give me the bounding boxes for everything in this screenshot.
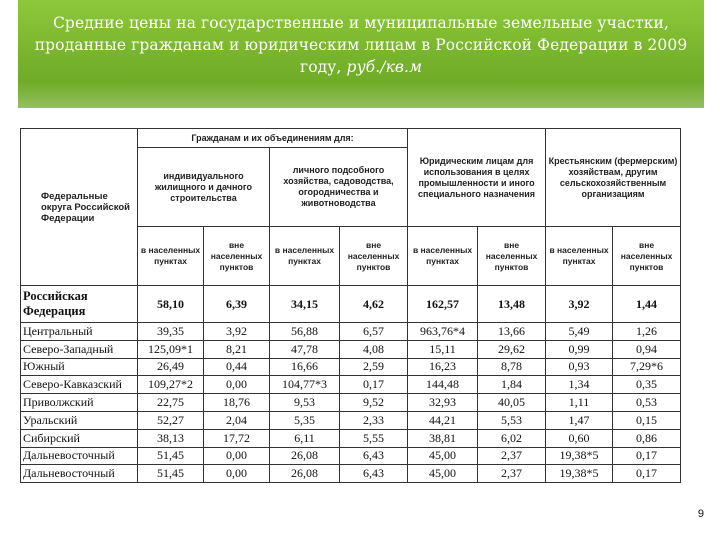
price-cell: 22,75 — [138, 394, 204, 412]
location-header-in: в населенных пунктах — [138, 227, 204, 286]
price-cell: 144,48 — [408, 376, 478, 394]
price-cell: 38,81 — [408, 429, 478, 447]
location-header-out: вне населенных пунктов — [204, 227, 270, 286]
price-cell: 40,05 — [478, 394, 546, 412]
farm-group-header: Крестьянским (фермерским) хозяйствам, другим сельскохозяйственным организациям — [546, 129, 681, 227]
price-cell: 0,53 — [613, 394, 681, 412]
price-cell: 15,11 — [408, 340, 478, 358]
price-cell: 2,37 — [478, 447, 546, 465]
slide-title — [18, 12, 704, 78]
table-row — [21, 340, 681, 358]
price-cell: 0,35 — [613, 376, 681, 394]
price-cell: 9,52 — [340, 394, 408, 412]
price-cell: 0,44 — [204, 358, 270, 376]
location-header-out: вне населенных пунктов — [613, 227, 681, 286]
table-row — [21, 376, 681, 394]
price-cell: 26,08 — [270, 447, 340, 465]
price-cell: 0,17 — [613, 447, 681, 465]
table-row — [21, 429, 681, 447]
price-cell: 1,26 — [613, 323, 681, 341]
price-cell: 2,04 — [204, 411, 270, 429]
price-cell: 125,09*1 — [138, 340, 204, 358]
price-cell: 45,00 — [408, 447, 478, 465]
price-table — [20, 128, 681, 483]
price-cell: 1,44 — [613, 286, 681, 323]
price-cell: 0,60 — [546, 429, 613, 447]
price-cell: 16,66 — [270, 358, 340, 376]
price-cell: 32,93 — [408, 394, 478, 412]
location-header-out: вне населенных пунктов — [478, 227, 546, 286]
price-cell: 16,23 — [408, 358, 478, 376]
region-cell: Северо-Кавказский — [21, 376, 138, 394]
region-cell: Северо-Западный — [21, 340, 138, 358]
price-cell: 6,57 — [340, 323, 408, 341]
title-units: руб./кв.м — [346, 58, 423, 76]
region-cell: Дальневосточный — [21, 465, 138, 483]
price-cell: 19,38*5 — [546, 447, 613, 465]
price-cell: 29,62 — [478, 340, 546, 358]
price-cell: 51,45 — [138, 465, 204, 483]
price-cell: 13,48 — [478, 286, 546, 323]
price-cell: 51,45 — [138, 447, 204, 465]
region-cell: Российская Федерация — [21, 286, 138, 323]
table-row — [21, 394, 681, 412]
total-row — [21, 286, 681, 323]
price-cell: 4,62 — [340, 286, 408, 323]
location-header-in: в населенных пунктах — [408, 227, 478, 286]
price-cell: 6,02 — [478, 429, 546, 447]
region-cell: Приволжский — [21, 394, 138, 412]
price-cell: 18,76 — [204, 394, 270, 412]
price-cell: 0,99 — [546, 340, 613, 358]
region-cell: Южный — [21, 358, 138, 376]
price-cell: 44,21 — [408, 411, 478, 429]
price-cell: 963,76*4 — [408, 323, 478, 341]
price-cell: 6,43 — [340, 465, 408, 483]
price-cell: 5,35 — [270, 411, 340, 429]
price-cell: 19,38*5 — [546, 465, 613, 483]
citizens-group-header: Гражданам и их объединениям для: — [138, 129, 408, 148]
region-cell: Дальневосточный — [21, 447, 138, 465]
location-header-in: в населенных пунктах — [270, 227, 340, 286]
price-cell: 0,94 — [613, 340, 681, 358]
price-cell: 58,10 — [138, 286, 204, 323]
farming-subheader: личного подсобного хозяйства, садоводства, огородничества и животноводства — [270, 148, 408, 227]
price-cell: 2,37 — [478, 465, 546, 483]
table-row — [21, 358, 681, 376]
price-cell: 3,92 — [204, 323, 270, 341]
price-cell: 26,08 — [270, 465, 340, 483]
price-cell: 109,27*2 — [138, 376, 204, 394]
price-cell: 7,29*6 — [613, 358, 681, 376]
price-cell: 13,66 — [478, 323, 546, 341]
price-cell: 162,57 — [408, 286, 478, 323]
location-header-out: вне населенных пунктов — [340, 227, 408, 286]
header-shade — [18, 82, 704, 108]
price-cell: 5,53 — [478, 411, 546, 429]
price-cell: 6,39 — [204, 286, 270, 323]
region-column-header: Федеральные округа Российской Федерации — [21, 129, 138, 286]
price-cell: 9,53 — [270, 394, 340, 412]
price-table-body — [21, 286, 681, 483]
table-row — [21, 447, 681, 465]
price-cell: 0,86 — [613, 429, 681, 447]
price-cell: 0,00 — [204, 376, 270, 394]
price-cell: 1,11 — [546, 394, 613, 412]
price-cell: 8,21 — [204, 340, 270, 358]
price-cell: 104,77*3 — [270, 376, 340, 394]
price-cell: 1,47 — [546, 411, 613, 429]
price-cell: 5,49 — [546, 323, 613, 341]
price-cell: 0,93 — [546, 358, 613, 376]
price-cell: 6,43 — [340, 447, 408, 465]
housing-subheader: индивидуального жилищного и дачного строительства — [138, 148, 270, 227]
table-row — [21, 465, 681, 483]
price-cell: 0,17 — [340, 376, 408, 394]
price-cell: 0,00 — [204, 447, 270, 465]
price-cell: 1,84 — [478, 376, 546, 394]
price-cell: 0,00 — [204, 465, 270, 483]
price-cell: 1,34 — [546, 376, 613, 394]
table-row — [21, 411, 681, 429]
price-cell: 39,35 — [138, 323, 204, 341]
price-cell: 56,88 — [270, 323, 340, 341]
price-cell: 2,33 — [340, 411, 408, 429]
table-row — [21, 323, 681, 341]
price-cell: 38,13 — [138, 429, 204, 447]
price-cell: 4,08 — [340, 340, 408, 358]
page-number: 9 — [697, 508, 704, 520]
title-main-text: Средние цены на государственные и муниципальные земельные участки, проданные гражданам и юридическим лицам в Российской Федерации в 2009 году, — [34, 14, 688, 76]
price-cell: 26,49 — [138, 358, 204, 376]
price-cell: 34,15 — [270, 286, 340, 323]
price-cell: 47,78 — [270, 340, 340, 358]
price-cell: 0,15 — [613, 411, 681, 429]
price-cell: 3,92 — [546, 286, 613, 323]
location-header-in: в населенных пунктах — [546, 227, 613, 286]
price-cell: 2,59 — [340, 358, 408, 376]
price-cell: 6,11 — [270, 429, 340, 447]
slide-header — [18, 0, 704, 108]
price-cell: 52,27 — [138, 411, 204, 429]
price-cell: 45,00 — [408, 465, 478, 483]
price-cell: 5,55 — [340, 429, 408, 447]
price-cell: 17,72 — [204, 429, 270, 447]
price-cell: 8,78 — [478, 358, 546, 376]
price-cell: 0,17 — [613, 465, 681, 483]
legal-group-header: Юридическим лицам для использования в целях промышленности и иного специального назначения — [408, 129, 546, 227]
region-cell: Уральский — [21, 411, 138, 429]
price-table-container — [20, 128, 680, 500]
region-cell: Сибирский — [21, 429, 138, 447]
region-cell: Центральный — [21, 323, 138, 341]
